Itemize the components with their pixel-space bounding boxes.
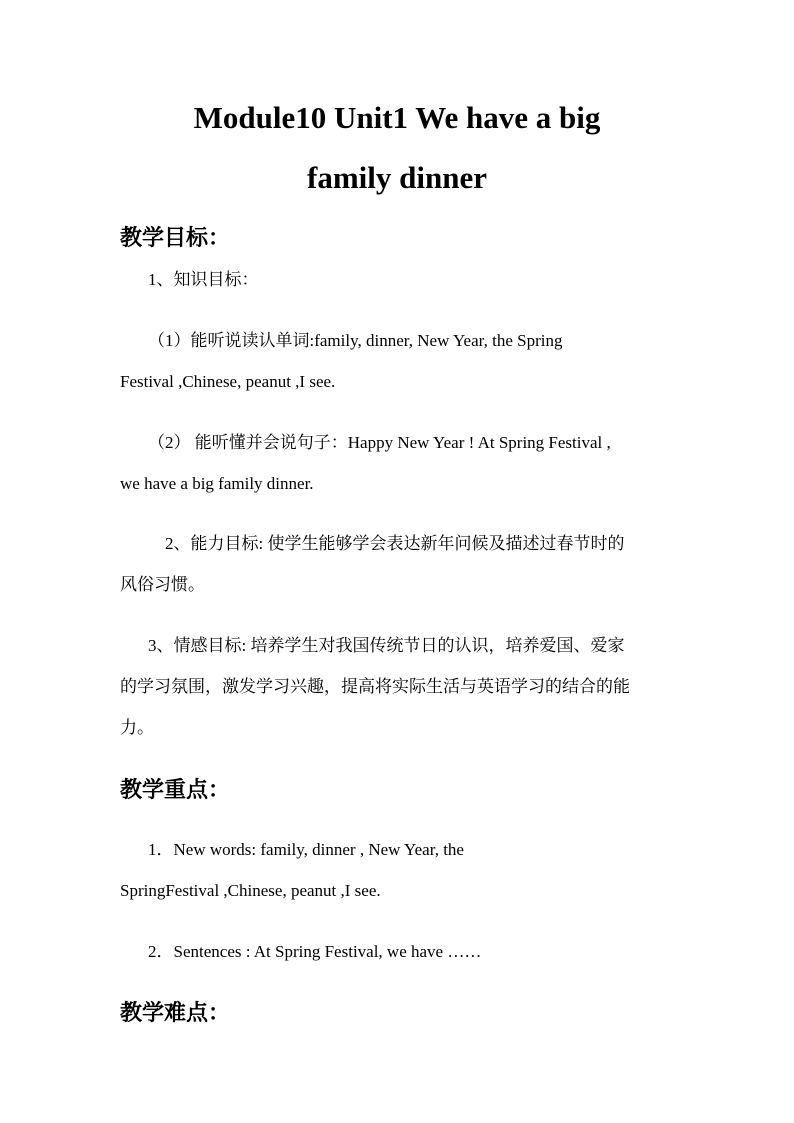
objectives-heading: 教学目标： <box>120 225 231 250</box>
emotion-objective-line-1: 3、情感目标: 培养学生对我国传统节日的认识，培养爱国、爱家 <box>148 636 625 655</box>
knowledge-objective-label: 1、知识目标： <box>148 270 259 289</box>
key-point-1-line-2: SpringFestival ,Chinese, peanut ,I see. <box>120 881 381 900</box>
difficulties-heading: 教学难点： <box>120 1000 231 1025</box>
knowledge-item-1-line-1: （1）能听说读认单词:family, dinner, New Year, the Spring <box>148 331 563 350</box>
knowledge-item-1-line-2: Festival ,Chinese, peanut ,I see. <box>120 372 336 391</box>
key-points-heading: 教学重点： <box>120 777 231 802</box>
ability-objective-line-1: 2、能力目标: 使学生能够学会表达新年问候及描述过春节时的 <box>165 534 625 553</box>
knowledge-item-2-line-2: we have a big family dinner. <box>120 474 314 493</box>
emotion-objective-line-2: 的学习氛围，激发学习兴趣，提高将实际生活与英语学习的结合的能 <box>120 677 630 696</box>
key-point-1-line-1: 1．New words: family, dinner , New Year, the <box>148 840 464 859</box>
knowledge-item-2-line-1: （2） 能听懂并会说句子：Happy New Year ! At Spring Festival , <box>148 433 611 452</box>
ability-objective-line-2: 风俗习惯。 <box>120 575 205 594</box>
document-title-line-2: family dinner <box>307 160 487 195</box>
key-point-2: 2．Sentences : At Spring Festival, we have …… <box>148 942 482 961</box>
emotion-objective-line-3: 力。 <box>120 718 154 737</box>
document-title-line-1: Module10 Unit1 We have a big <box>193 100 601 135</box>
